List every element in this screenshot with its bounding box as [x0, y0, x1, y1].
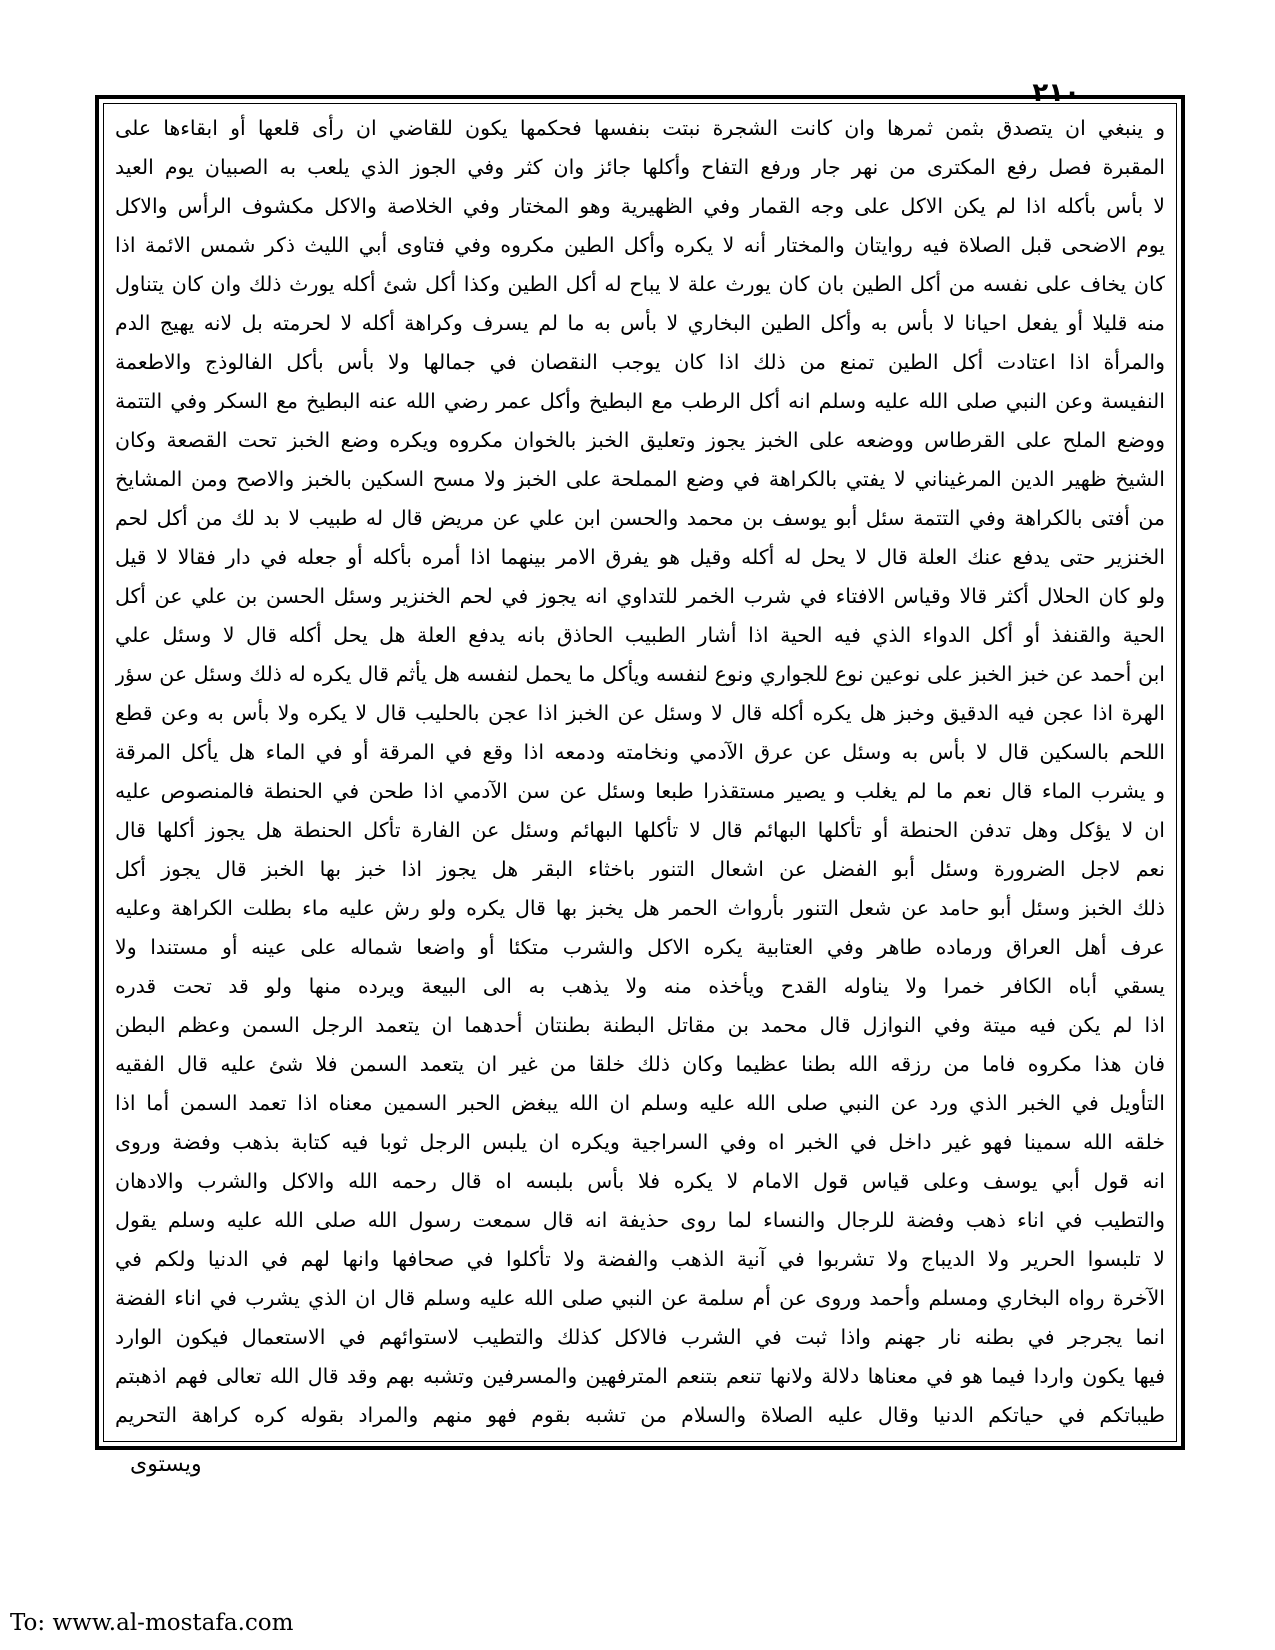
text-line: لا بأس بأكله اذا لم يكن الاكل على وجه القمار وفي الظهيرية وهو المختار وفي الخلاصة والاكل مكشوف الرأس والاكل: [115, 194, 1165, 218]
text-line: اللحم بالسكين قال لا بأس به وسئل عن عرق الآدمي ونخامته ودمعه اذا وقع في المرقة أو في الماء هل يأكل المرقة: [115, 740, 1165, 764]
text-line: الشيخ ظهير الدين المرغيناني لا يفتي بالكراهة في وضع المملحة على الخبز ولا مسح السكين بالخبز والاصح ومن المشايخ: [115, 467, 1165, 491]
text-line: ان لا يؤكل وهل تدفن الحنطة أو تأكلها البهائم قال لا تأكلها البهائم وسئل عن الفارة تأكل الحنطة هل يجوز أكلها قال: [115, 818, 1165, 842]
page-number: ٢١٠: [1032, 78, 1080, 108]
text-line: النفيسة وعن النبي صلى الله عليه وسلم انه أكل الرطب مع البطيخ وأكل عمر رضي الله عنه البطيخ مع السكر وفي التتمة: [115, 389, 1165, 413]
text-line: يسقي أباه الكافر خمرا ولا يناوله القدح ويأخذه منه ولا يذهب به الى البيعة ويرده منها ولو قد تحت قدره: [115, 974, 1165, 998]
text-line: طيباتكم في حياتكم الدنيا وقال عليه الصلاة والسلام من تشبه بقوم فهو منهم والمراد بقوله كره كراهة التحريم: [115, 1403, 1165, 1427]
catchword: ويستوى: [130, 1452, 202, 1477]
text-line: يوم الاضحى قبل الصلاة فيه روايتان والمختار أنه لا يكره وأكل الطين مكروه وفي فتاوى أبي الليث ذكر شمس الائمة اذا: [115, 233, 1165, 257]
text-line: خلقه الله سمينا فهو غير داخل في الخبر اه وفي السراجية ويكره ان يلبس الرجل ثوبا فيه كتابة بذهب وفضة وروى: [115, 1130, 1165, 1154]
text-line: منه قليلا أو يفعل احيانا لا بأس به وأكل الطين البخاري لا بأس به ما لم يسرف وكراهة أكله لا لحرمته بل لانه يهيج الدم: [115, 311, 1165, 335]
body-text: [115, 112, 1165, 1432]
text-line: من أفتى بالكراهة وفي التتمة سئل أبو يوسف بن محمد والحسن ابن علي عن مريض قال له طبيب لا بد لك من أكل لحم: [115, 506, 1165, 530]
text-line: فان هذا مكروه فاما من رزقه الله بطنا عظيما وكان ذلك خلقا من غير ان يتعمد السمن فلا شئ عليه قال الفقيه: [115, 1052, 1165, 1076]
text-line: اذا لم يكن فيه ميتة وفي النوازل قال محمد بن مقاتل البطنة بطنتان أحدهما ان يتعمد الرجل السمن وعظم البطن: [115, 1013, 1165, 1037]
text-line: انه قول أبي يوسف وعلى قياس قول الامام لا يكره فلا بأس بلبسه اه قال رحمه الله والاكل والشرب والادهان: [115, 1169, 1165, 1193]
text-line: لا تلبسوا الحرير ولا الديباج ولا تشربوا في آنية الذهب والفضة ولا تأكلوا في صحافها وانها لهم في الدنيا ولكم في: [115, 1247, 1165, 1271]
text-line: و ينبغي ان يتصدق بثمن ثمرها وان كانت الشجرة نبتت بنفسها فحكمها يكون للقاضي ان رأى قلعها أو ابقاءها على: [115, 116, 1165, 140]
text-line: الآخرة رواه البخاري ومسلم وأحمد وروى عن أم سلمة عن النبي صلى الله عليه وسلم قال ان الذي يشرب في اناء الفضة: [115, 1286, 1165, 1310]
text-line: نعم لاجل الضرورة وسئل أبو الفضل عن اشعال التنور باخثاء البقر هل يجوز اذا خبز بها الخبز قال يجوز أكل: [115, 857, 1165, 881]
text-line: انما يجرجر في بطنه نار جهنم واذا ثبت في الشرب فالاكل كذلك والتطيب لاستوائهم في الاستعمال فيكون الوارد: [115, 1325, 1165, 1349]
text-line: والمرأة اذا اعتادت أكل الطين تمنع من ذلك اذا كان يوجب النقصان في جمالها ولا بأس بأكل الفالوذج والاطعمة: [115, 350, 1165, 374]
text-line: التأويل في الخبر الذي ورد عن النبي صلى الله عليه وسلم ان الله يبغض الحبر السمين معناه اذا تعمد السمن أما اذا: [115, 1091, 1165, 1115]
text-line: الحية والقنفذ أو أكل الدواء الذي فيه الحية اذا أشار الطبيب الحاذق بانه يدفع العلة هل يحل أكله قال لا وسئل علي: [115, 623, 1165, 647]
text-line: ولو كان الحلال أكثر قالا وقياس الافتاء في شرب الخمر للتداوي انه يجوز في لحم الخنزير وسئل الحسن بن علي عن أكل: [115, 584, 1165, 608]
text-line: فيها يكون واردا فيما هو في معناها دلالة ولانها تنعم بتنعم المترفهين والمسرفين وتشبه بهم وقد قال الله تعالى فهم اذهبتم: [115, 1364, 1165, 1388]
text-line: ابن أحمد عن خبز الخبز على نوعين نوع للجواري ونوع لنفسه ويأكل ما يحمل لنفسه هل يأثم قال يكره له ذلك وسئل عن سؤر: [115, 662, 1165, 686]
text-line: ووضع الملح على القرطاس ووضعه على الخبز يجوز وتعليق الخبز بالخوان مكروه ويكره وضع الخبز تحت القصعة وكان: [115, 428, 1165, 452]
text-line: كان يخاف على نفسه من أكل الطين بان كان يورث علة لا يباح له أكل الطين وكذا أكل شئ أكله يورث ذلك وان كان يتناول: [115, 272, 1165, 296]
text-line: و يشرب الماء قال نعم ما لم يغلب و يصير مستقذرا طبعا وسئل عن سن الآدمي اذا طحن في الحنطة فالمنصوص عليه: [115, 779, 1165, 803]
text-line: المقبرة فصل رفع المكترى من نهر جار ورفع التفاح وأكلها جائز وان كثر وفي الجوز الذي يلعب به الصبيان يوم العيد: [115, 155, 1165, 179]
footer-source-link: To: www.al-mostafa.com: [10, 1610, 294, 1636]
text-line: عرف أهل العراق ورماده طاهر وفي العتابية يكره الاكل والشرب متكئا أو واضعا شماله على عينه أو مستندا ولا: [115, 935, 1165, 959]
text-line: والتطيب في اناء ذهب وفضة للرجال والنساء لما روى حذيفة انه قال سمعت رسول الله صلى الله عليه وسلم يقول: [115, 1208, 1165, 1232]
text-line: الهرة اذا عجن فيه الدقيق وخبز هل يكره أكله قال لا وسئل عن الخبز اذا عجن بالحليب قال لا يكره ولا بأس به وعن قطع: [115, 701, 1165, 725]
text-line: الخنزير حتى يدفع عنك العلة قال لا يحل له أكله وقيل هو يفرق الامر بينهما اذا أمره بأكله أو جعله في دار فقالا لا قيل: [115, 545, 1165, 569]
text-line: ذلك الخبز وسئل أبو حامد عن شعل التنور بأرواث الحمر هل يخبز بها قال يكره ولو رش عليه ماء بطلت الكراهة وعليه: [115, 896, 1165, 920]
